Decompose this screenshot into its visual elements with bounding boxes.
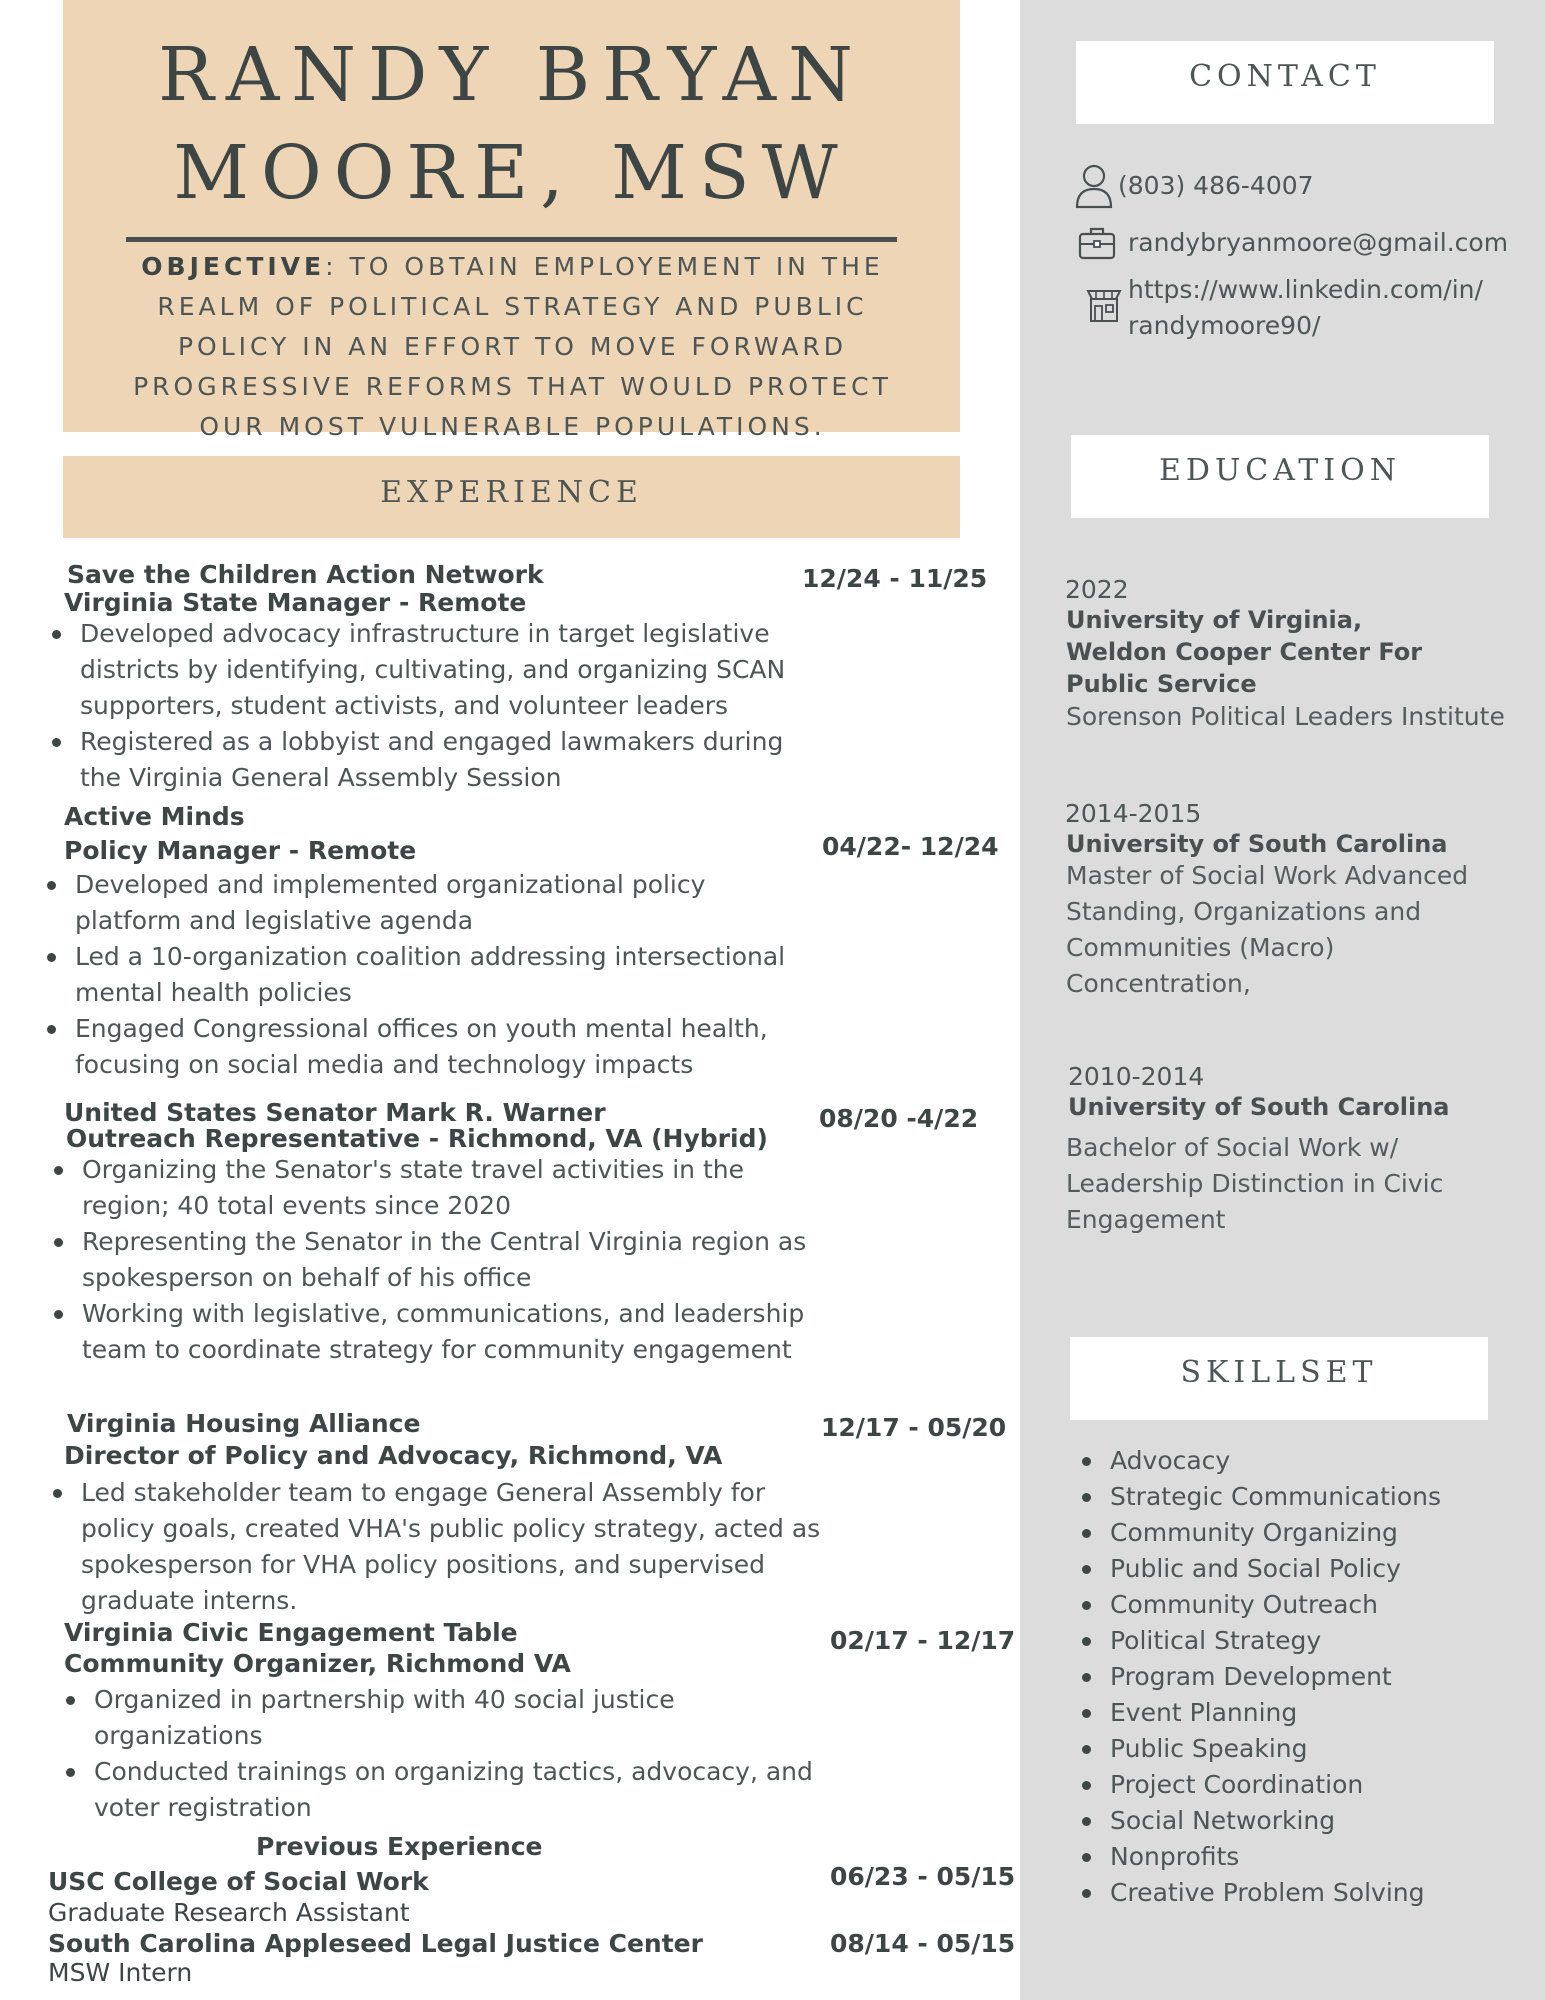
list-item: Led stakeholder team to engage General Assembly for policy goals, created VHA's public policy strategy, acted as spokesperson for VHA policy positions, and supervised graduate interns. — [47, 1475, 837, 1619]
list-item: Representing the Senator in the Central Virginia region as spokesperson on behalf of his office — [48, 1224, 813, 1296]
list-item: Organizing the Senator's state travel activities in the region; 40 total events since 2020 — [48, 1152, 813, 1224]
job-org: Virginia Civic Engagement Table — [64, 1618, 518, 1647]
objective — [110, 247, 915, 447]
job-title: Community Organizer, Richmond VA — [64, 1649, 571, 1678]
job-dates: 02/17 - 12/17 — [830, 1626, 1016, 1655]
skill-item: Political Strategy — [1078, 1623, 1441, 1659]
skill-item: Event Planning — [1078, 1695, 1441, 1731]
previous-dates: 08/14 - 05/15 — [830, 1929, 1016, 1958]
skill-item: Public and Social Policy — [1078, 1551, 1441, 1587]
education-detail: Bachelor of Social Work w/ Leadership Distinction in Civic Engagement — [1066, 1133, 1444, 1234]
briefcase-icon — [1078, 226, 1116, 264]
email: randybryanmoore@gmail.com — [1128, 228, 1509, 257]
education-detail: Sorenson Political Leaders Institute — [1066, 702, 1505, 731]
skill-item: Program Development — [1078, 1659, 1441, 1695]
job-bullets — [48, 1152, 813, 1368]
skill-item: Nonprofits — [1078, 1839, 1441, 1875]
previous-experience-title: Previous Experience — [256, 1832, 543, 1861]
objective-label: OBJECTIVE — [141, 252, 326, 281]
linkedin-link[interactable] — [1128, 272, 1483, 344]
job-bullets — [47, 1475, 837, 1619]
job-bullets — [41, 867, 801, 1083]
linkedin-line-2[interactable]: randymoore90/ — [1128, 311, 1321, 340]
job-org: Virginia Housing Alliance — [67, 1409, 421, 1438]
list-item: Registered as a lobbyist and engaged lawmakers during the Virginia General Assembly Session — [46, 724, 816, 796]
user-icon — [1074, 163, 1114, 213]
skill-item: Project Coordination — [1078, 1767, 1441, 1803]
list-item: Organized in partnership with 40 social justice organizations — [60, 1682, 840, 1754]
previous-role: MSW Intern — [48, 1958, 193, 1987]
phone: (803) 486-4007 — [1118, 171, 1314, 200]
skill-item: Community Outreach — [1078, 1587, 1441, 1623]
experience-title: EXPERIENCE — [380, 475, 643, 510]
skill-item: Creative Problem Solving — [1078, 1875, 1441, 1911]
skill-item: Advocacy — [1078, 1443, 1441, 1479]
skill-item: Strategic Communications — [1078, 1479, 1441, 1515]
education-school: University of South Carolina — [1068, 1093, 1450, 1121]
previous-org: South Carolina Appleseed Legal Justice Center — [48, 1929, 703, 1958]
objective-text: : TO OBTAIN EMPLOYEMENT IN THE REALM OF POLITICAL STRATEGY AND PUBLIC POLICY IN AN EFFORT TO MOVE FORWARD PROGRESSIVE REFORMS THAT WOULD PROTECT OUR MOST VULNERABLE POPULATIONS. — [133, 252, 892, 441]
list-item: Developed advocacy infrastructure in target legislative districts by identifying, cultivating, and organizing SCAN supporters, student activists, and volunteer leaders — [46, 616, 816, 724]
previous-dates: 06/23 - 05/15 — [830, 1862, 1016, 1891]
skill-item: Social Networking — [1078, 1803, 1441, 1839]
building-icon — [1086, 285, 1122, 327]
list-item: Developed and implemented organizational policy platform and legislative agenda — [41, 867, 801, 939]
job-title: Policy Manager - Remote — [64, 836, 417, 865]
skillset-title: SKILLSET — [1180, 1355, 1378, 1390]
name-line-2: MOORE, MSW — [173, 130, 850, 216]
job-title: Director of Policy and Advocacy, Richmond, VA — [64, 1441, 723, 1470]
contact-title: CONTACT — [1189, 59, 1381, 94]
education-year: 2022 — [1065, 575, 1129, 604]
list-item: Working with legislative, communications, and leadership team to coordinate strategy for community engagement — [48, 1296, 813, 1368]
job-org: Active Minds — [64, 802, 245, 831]
previous-role: Graduate Research Assistant — [48, 1898, 410, 1927]
job-title: Virginia State Manager - Remote — [64, 588, 527, 617]
list-item: Engaged Congressional offices on youth mental health, focusing on social media and technology impacts — [41, 1011, 801, 1083]
job-title: Outreach Representative - Richmond, VA (Hybrid) — [66, 1124, 768, 1153]
job-org: United States Senator Mark R. Warner — [64, 1098, 606, 1127]
education-school: University of Virginia, Weldon Cooper Center For Public Service — [1066, 606, 1423, 698]
list-item: Conducted trainings on organizing tactics, advocacy, and voter registration — [60, 1754, 840, 1826]
skill-item: Community Organizing — [1078, 1515, 1441, 1551]
job-org: Save the Children Action Network — [67, 560, 544, 589]
job-dates: 12/24 - 11/25 — [802, 564, 988, 593]
education-detail: Master of Social Work Advanced Standing, Organizations and Communities (Macro) Concentration, — [1066, 861, 1469, 998]
skills-list — [1078, 1443, 1441, 1911]
list-item: Led a 10-organization coalition addressing intersectional mental health policies — [41, 939, 801, 1011]
education-school: University of South Carolina — [1066, 830, 1448, 858]
previous-org: USC College of Social Work — [48, 1867, 429, 1896]
education-year: 2010-2014 — [1068, 1062, 1205, 1091]
job-bullets — [46, 616, 816, 796]
linkedin-line-1[interactable]: https://www.linkedin.com/in/ — [1128, 275, 1483, 304]
job-bullets — [60, 1682, 840, 1826]
education-title: EDUCATION — [1159, 453, 1401, 488]
name-line-1: RANDY BRYAN — [158, 32, 865, 118]
education-year: 2014-2015 — [1065, 799, 1202, 828]
header-divider — [126, 237, 897, 242]
skill-item: Public Speaking — [1078, 1731, 1441, 1767]
job-dates: 08/20 -4/22 — [819, 1104, 979, 1133]
job-dates: 04/22- 12/24 — [822, 832, 999, 861]
job-dates: 12/17 - 05/20 — [821, 1413, 1007, 1442]
